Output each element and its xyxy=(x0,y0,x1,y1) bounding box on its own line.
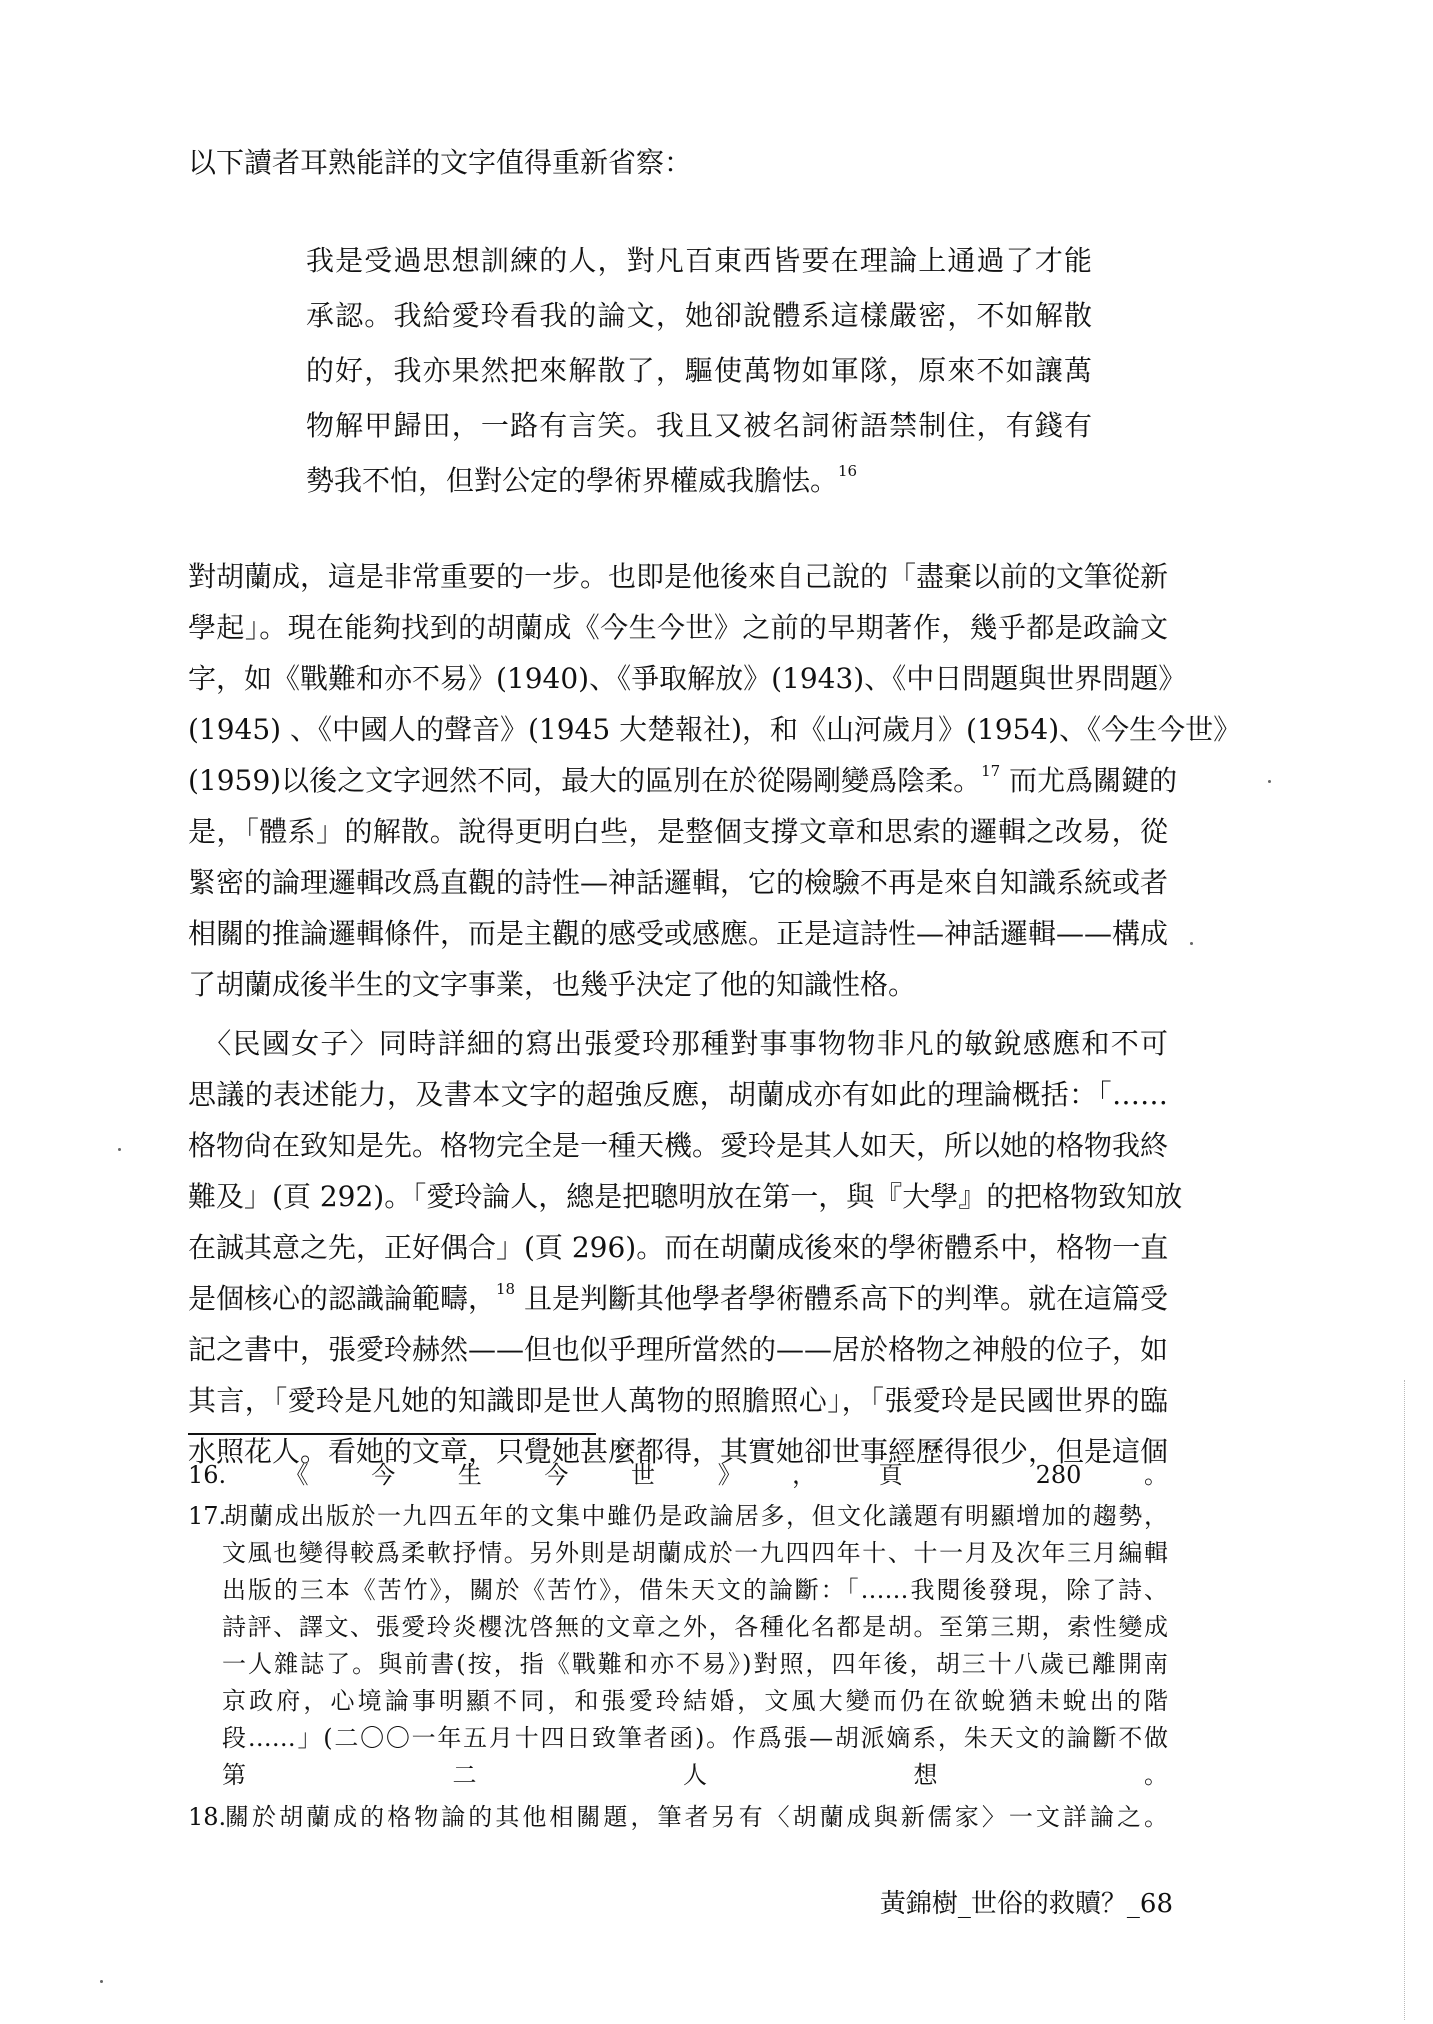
footnote-line: 第二人想。 xyxy=(222,1761,1168,1789)
running-footer: 黃錦樹_世俗的救贖？_68 xyxy=(879,1889,1173,1919)
paragraph-line: 〈民國女子〉同時詳細的寫出張愛玲那種對事事物物非凡的敏銳感應和不可 xyxy=(188,1027,1168,1060)
footnote-line: 段……」(二〇〇一年五月十四日致筆者函)。作爲張—胡派嫡系，朱天文的論斷不做 xyxy=(222,1724,1168,1752)
paragraph-line xyxy=(188,1282,1168,1316)
paragraph-line: 格物尙在致知是先。格物完全是一種天機。愛玲是其人如天，所以她的格物我終 xyxy=(188,1129,1169,1162)
scan-speck xyxy=(100,1980,103,1983)
footnote-line: 詩評、譯文、張愛玲炎櫻沈啓無的文章之外，各種化名都是胡。至第三期，索性變成 xyxy=(222,1613,1168,1641)
paragraph-line: 是，「體系」的解散。說得更明白些，是整個支撐文章和思索的邏輯之改易，從 xyxy=(188,815,1168,848)
paragraph-text: 而尤爲關鍵的 xyxy=(1000,764,1178,797)
footnote-18 xyxy=(188,1802,1168,1832)
paragraph-line: 學起」。現在能夠找到的胡蘭成《今生今世》之前的早期著作，幾乎都是政論文 xyxy=(188,611,1168,644)
paragraph-line: 對胡蘭成，這是非常重要的一步。也即是他後來自己說的「盡棄以前的文筆從新 xyxy=(188,560,1169,593)
paragraph-line: 記之書中，張愛玲赫然——但也似乎理所當然的——居於格物之神般的位子，如 xyxy=(188,1333,1169,1366)
paragraph-line: 其言，「愛玲是凡她的知識即是世人萬物的照膽照心」，「張愛玲是民國世界的臨 xyxy=(188,1384,1168,1417)
paragraph-text: 且是判斷其他學者學術體系高下的判準。就在這篇受 xyxy=(515,1282,1169,1315)
footnote-number: 17. xyxy=(188,1502,227,1530)
scan-edge-mark xyxy=(1404,1380,1405,2020)
footnote-line: 京政府，心境論事明顯不同，和張愛玲結婚，文風大變而仍在欲蛻猶未蛻出的階 xyxy=(222,1687,1168,1715)
quote-line: 的好，我亦果然把來解散了，驅使萬物如軍隊，原來不如讓萬 xyxy=(306,354,1092,387)
footnote-line: 文風也變得較爲柔軟抒情。另外則是胡蘭成於一九四四年十、十一月及次年三月編輯 xyxy=(222,1539,1168,1567)
paragraph-line: 思議的表述能力，及書本文字的超強反應，胡蘭成亦有如此的理論概括：「…… xyxy=(188,1078,1168,1111)
paragraph-line: (1945) 、《中國人的聲音》(1945 大楚報社)，和《山河歲月》(1954)、《今生今世》 xyxy=(188,713,1242,746)
paragraph-line: 緊密的論理邏輯改爲直觀的詩性—神話邏輯，它的檢驗不再是來自知識系統或者 xyxy=(188,866,1169,899)
footnote-ref-16: 16 xyxy=(838,462,858,480)
quote-line: 物解甲歸田，一路有言笑。我且又被名詞術語禁制住，有錢有 xyxy=(306,409,1092,442)
paragraph-line: 在誠其意之先，正好偶合」(頁 296)。而在胡蘭成後來的學術體系中，格物一直 xyxy=(188,1231,1169,1264)
quote-line xyxy=(306,464,1092,498)
scan-speck xyxy=(1190,942,1193,945)
quote-line: 我是受過思想訓練的人，對凡百東西皆要在理論上通過了才能 xyxy=(306,244,1092,277)
intro-line: 以下讀者耳熟能詳的文字值得重新省察： xyxy=(188,146,693,179)
scan-speck xyxy=(1268,780,1271,783)
footnote-text: 《今生今世》，頁 280。 xyxy=(222,1461,1168,1489)
quote-text: 勢我不怕，但對公定的學術界權威我膽怯。 xyxy=(306,464,839,497)
paragraph-line: 了胡蘭成後半生的文字事業，也幾乎決定了他的知識性格。 xyxy=(188,968,917,1001)
footnote-rule xyxy=(188,1433,596,1435)
footnote-ref-17: 17 xyxy=(981,762,1001,780)
scan-speck xyxy=(118,1148,121,1151)
paragraph-line: 水照花人。看她的文章，只覺她甚麼都得，其實她卻世事經歷得很少，但是這個 xyxy=(188,1435,1169,1468)
footnote-text: 胡蘭成出版於一九四五年的文集中雖仍是政論居多，但文化議題有明顯增加的趨勢， xyxy=(222,1502,1168,1530)
paragraph-line: 難及」(頁 292)。「愛玲論人，總是把聰明放在第一，與『大學』的把格物致知放 xyxy=(188,1180,1183,1213)
footnote-17 xyxy=(188,1501,1168,1531)
footnote-text: 關於胡蘭成的格物論的其他相關題，筆者另有〈胡蘭成與新儒家〉一文詳論之。 xyxy=(222,1803,1168,1831)
footnote-16 xyxy=(188,1460,1168,1490)
paragraph-text: 是個核心的認識論範疇， xyxy=(188,1282,497,1315)
footnote-ref-18: 18 xyxy=(496,1280,516,1298)
paragraph-text: (1959)以後之文字迥然不同，最大的區別在於從陽剛變爲陰柔。 xyxy=(188,764,982,797)
footnote-line: 出版的三本《苦竹》，關於《苦竹》，借朱天文的論斷：「……我閱後發現，除了詩、 xyxy=(222,1576,1168,1604)
quote-line: 承認。我給愛玲看我的論文，她卻說體系這樣嚴密，不如解散 xyxy=(306,299,1092,332)
paragraph-line: 字，如《戰難和亦不易》(1940)、《爭取解放》(1943)、《中日問題與世界問題》 xyxy=(188,662,1187,695)
footnote-number: 16. xyxy=(188,1461,227,1489)
paragraph-line xyxy=(188,762,1178,798)
footnote-number: 18. xyxy=(188,1803,227,1831)
paragraph-line: 相關的推論邏輯條件，而是主觀的感受或感應。正是這詩性—神話邏輯——構成 xyxy=(188,917,1169,950)
footnote-line: 一人雜誌了。與前書(按，指《戰難和亦不易》)對照，四年後，胡三十八歲已離開南 xyxy=(222,1650,1168,1678)
